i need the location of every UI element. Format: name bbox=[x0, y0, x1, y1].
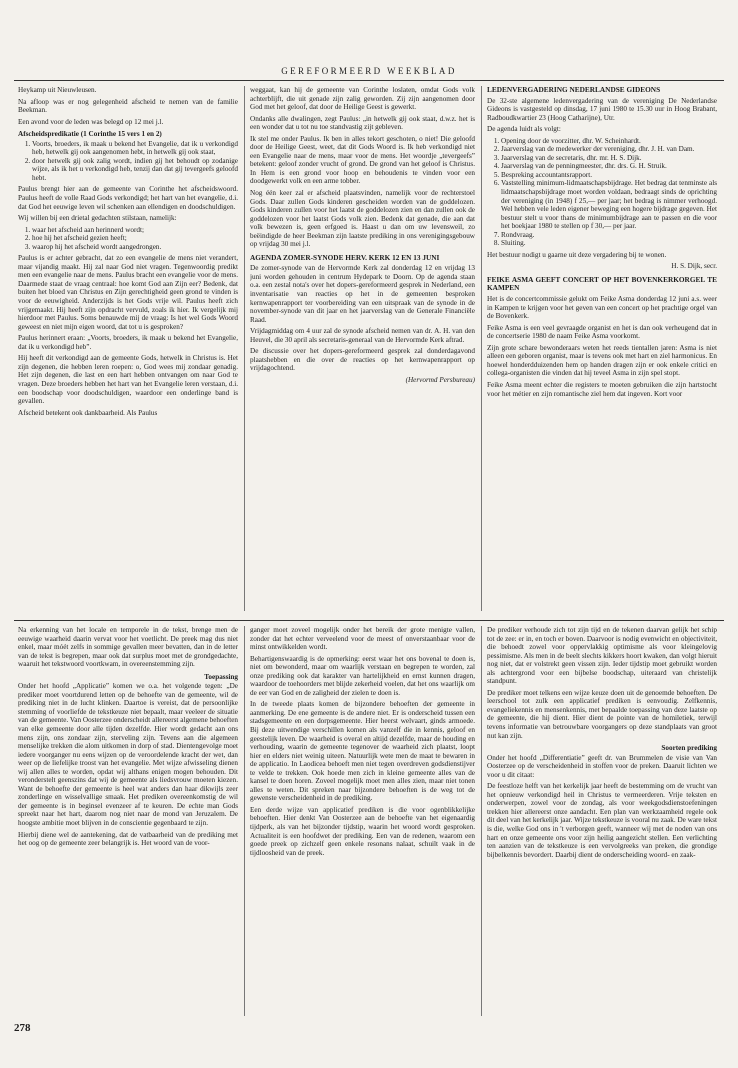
paragraph: Afscheid betekent ook dankbaarheid. Als Paulus bbox=[18, 408, 158, 417]
paragraph: weggaat, kan hij de gemeente van Corinthe loslaten, omdat Gods volk achterblijft, die uit genade zijn zalig geworden. Zij zijn aangenomen door God met het geloof, dat door de Heilige Geest is gewerkt. bbox=[250, 86, 475, 112]
bottom-column-1 bbox=[18, 626, 238, 1018]
paragraph: In de tweede plaats komen de bijzondere behoeften der gemeente in aanmerking. De ene gemeente is de andere niet. Er is onderscheid tussen een stadsgemeente en een dorpsgemeente. Hier heerst welvaart, ginds armoede. Bij deze uitwendige verschillen komen als vanzelf die in kennis, geloof en geestelijk leven. De waarheid is overal en altijd dezelfde, maar de houding en verhouding, waarin de gemeente tegenover de waarheid zich plaatst, loopt hier en elders niet weinig uiteen. Natuurlijk wete men de maat te bewaren in de applicatio. In Laodicea behoeft men niet tegen overdreven godsdienstijver te velde te trekken. Ook hoede men zich in kleine gemeente alles van de kansel te doen horen. Zoveel mogelijk moet men alles zien, maar niet tonen alles te weten. Dit spreken naar bijzondere behoeften is de weg tot de gewenste verscheidenheid in de prediking. bbox=[250, 700, 475, 803]
column-divider bbox=[481, 86, 482, 611]
paragraph: De agenda luidt als volgt: bbox=[487, 125, 561, 134]
bottom-column-2 bbox=[250, 626, 475, 1018]
top-column-1 bbox=[18, 86, 238, 616]
paragraph: Behartigenswaardig is de opmerking: eerst waar het ons bovenal te doen is, niet om bewonderd, maar om waarlijk verstaan en begrepen te worden, zal onze prediking ook dat karakter van hartelijkheid en ernst kunnen dragen, waardoor de toehoorders met blijde zekerheid voelen, dat het ons waarlijk om de eer van God en de zaligheid der zielen te doen is. bbox=[250, 654, 475, 697]
page-number: 278 bbox=[14, 1022, 31, 1034]
paragraph: Feike Asma meent echter die registers te moeten gebruiken die zijn hartstocht voor het métier en zijn romantische ziel hem dat ingeven. Kort voor bbox=[487, 380, 717, 398]
section-subheading: Toepassing bbox=[204, 672, 238, 681]
list-item: 2. door hetwelk gij ook zalig wordt, indien gij het behoudt op zodanige wijze, als ik het u verkondigd heb, tenzij dan dat gij tevergeefs geloofd hebt. bbox=[32, 157, 238, 183]
paragraph: Vrijdagmiddag om 4 uur zal de synode afscheid nemen van dr. A. H. van den Heuvel, die 30 april als secretaris-generaal van de Hervormde Kerk aftrad. bbox=[250, 327, 475, 344]
agenda-item: 1. Opening door de voorzitter, dhr. W. Scheinhardt. bbox=[501, 137, 717, 146]
source-credit: (Hervormd Persbureau) bbox=[405, 375, 475, 384]
intro-line: Na afloop was er nog gelegenheid afscheid te nemen van de familie Beekman. bbox=[18, 97, 238, 115]
paragraph: Ik stel me onder Paulus. Ik ben in alles tekort geschoten, o niet! Die geloofd door de Heilige Geest, weet, dat dit Gods Woord is. Ik heb verkondigd niet een Evangelie naar de mens, maar voor de mens. Het woordje „tevergeefs” betekent: geloof zonder vrucht of grond. De grond van het geloof is Christus. In Hem is een grond voor hoop en behoudenis te vinden voor een doodgewerkt volk en een arme tobber. bbox=[250, 134, 475, 186]
paragraph: Na erkenning van het locale en temporele in de tekst, brenge men de eeuwige waarheid daarin vervat voor het voetlicht. De preek mag dus niet enkel, maar móét zelfs in sommige gevallen meer bevatten, dan in de letter van de tekst is begrepen, maar ook dat surplus moet met de grondgedachte, waaruit het tekstwoord voortkwam, in overeenstemming zijn. bbox=[18, 626, 238, 669]
paragraph: De prediker moet telkens een wijze keuze doen uit de genoemde behoeften. De leerschool tot zulk een applicatief prediken is eenvoudig. Zelfkennis, evangeliekennis en mensenkennis, met bepaalde toepassing van deze laatste op de gemeente, die hij dient. Hier dient de pointe van de homiletiek, terwijl tevens informatie van betrouwbare voorgangers op deze standplaats van groot nut kan zijn. bbox=[487, 688, 717, 740]
article-heading: LEDENVERGADERING NEDERLANDSE GIDEONS bbox=[487, 86, 661, 94]
paragraph: ganger moet zoveel mogelijk onder het bereik der grote menigte vallen, zonder dat het echter verveelend voor de meest of onverstaanbaar voor de minst ontwikkelden wordt. bbox=[250, 626, 475, 652]
signature: H. S. Dijk, secr. bbox=[671, 262, 717, 271]
paragraph: Nog één keer zal er afscheid plaatsvinden, namelijk voor de rechterstoel Gods. Daar zullen Gods kinderen gescheiden worden van de goddelozen. Gods kinderen zullen voor het laatst de goddelozen zien en dan zullen ook de goddelozen voor het laatst Gods volk zien. Bedenk dat genade, die aan dat volk bewezen is, geen erfgoed is. Haast u dan om uw levensweil, zo beëindigde de heer Beekman zijn laatste prediking in ons verenigingsgebouw op vrijdag 30 mei j.l. bbox=[250, 189, 475, 249]
paragraph: Het is de concertcommissie gelukt om Feike Asma donderdag 12 juni a.s. weer in Kampen te krijgen voor het geven van een concert op het prachtige orgel van de Bovenkerk. bbox=[487, 295, 717, 321]
paragraph: De prediker verhoude zich tot zijn tijd en de tekenen daarvan gelijk het schip tot de zee: er in, en toch er boven. Daarvoor is nodig evenwicht en objectiviteit, die behoedt zowel voor oppervlakkig optimisme als voor kleingelovig pessimisme. Als men in de beelt slechts kikkers hoort kwaken, dan volgt hieruit nog niet, dat er volstrekt geen vissen zijn. Ieder tijdstip moet gebruikt worden als achtergrond voor een bijbelse boodschap, uiteraard van christelijk standpunt. bbox=[487, 626, 717, 686]
paragraph: Hij heeft dit verkondigd aan de gemeente Gods, hetwelk in Christus is. Het zijn degenen, die hebben leren roepen: o, God wees mij zondaar genadig. Het zijn degenen, die last en een hart hebben ontvangen om naar God te vragen. Deze broeders hebben het hart van het Evangelie leren verstaan, d.i. een boodschap voor doodschuldigen, waardoor een onderlinge band is gevallen. bbox=[18, 354, 238, 406]
agenda-list bbox=[487, 137, 717, 248]
scripture-list bbox=[18, 140, 238, 183]
list-item: 1. Voorts, broeders, ik maak u bekend het Evangelie, dat ik u verkondigd heb, hetwelk gij ook aangenomen hebt, in hetwelk gij ook staat, bbox=[32, 140, 238, 157]
agenda-item: 2. Jaarverslag van de medewerker der vereniging, dhr. J. H. van Dam. bbox=[501, 145, 717, 154]
column-divider bbox=[244, 86, 245, 611]
list-item: 1. waar het afscheid aan herinnerd wordt; bbox=[32, 226, 238, 235]
agenda-item: 3. Jaarverslag van de secretaris, dhr. mr. H. S. Dijk. bbox=[501, 154, 717, 163]
column-divider bbox=[481, 626, 482, 1016]
paragraph: Paulus brengt hier aan de gemeente van Corinthe het afscheidswoord. Paulus heeft de volle Raad Gods verkondigd; het hart van het evangelie, d.i. dat God het eeuwige leven wil schenken aan ellendigen en doodschuldigen. bbox=[18, 185, 238, 211]
paragraph: De zomer-synode van de Hervormde Kerk zal donderdag 12 en vrijdag 13 juni worden gehouden in centrum Hydepark te Doorn. Op de agenda staan o.a. een zestal nota's over het dopers-gereformeerd gesprek in Nederland, een inventarisatie van reacties op het in de gemeenten besproken kernwapenrapport ter voorbereiding van een uitspraak van de synode in de november-synode van dit jaar en het jaarverslag van de Generale Financiële Raad. bbox=[250, 264, 475, 324]
agenda-item: 6. Vaststelling minimum-lidmaatschapsbijdrage. Het bedrag dat tenminste als lidmaatschapsbijdrage moet worden voldaan, bedraagt sinds de oprichting der vereniging (in 1948) f 25,— per jaar; het bedrag is nimmer verhoogd. Wel hebben vele leden eigener beweging een hogere bijdrage gegeven. Het bestuur stelt u voor thans de minimumbijdrage aan te passen en die voor het boekjaar 1980 te stellen op f 30,— per jaar. bbox=[501, 179, 717, 230]
paragraph: Hierbij diene wel de aantekening, dat de vatbaarheid van de prediking met het oog op de gemeente zeer belangrijk is. Het woord van de voor- bbox=[18, 830, 238, 848]
points-list bbox=[18, 226, 238, 252]
paragraph: Feike Asma is een veel gevraagde organist en het is dan ook verheugend dat in de concertserie 1980 de naam Feike Asma voorkomt. bbox=[487, 323, 717, 341]
section-subheading: Soorten prediking bbox=[661, 744, 717, 753]
paragraph: Paulus herinnert eraan: „Voorts, broeders, ik maak u bekend het Evangelie, dat ik u verkondigd heb”. bbox=[18, 334, 238, 351]
article-heading: FEIKE ASMA GEEFT CONCERT OP HET BOVENKERKORGEL TE KAMPEN bbox=[487, 274, 717, 293]
paragraph: Paulus is er achter gebracht, dat zo een evangelie de mens niet verandert, maar vijandig maakt. Hij zal naar God niet vragen. Tegenwoordig predikt men een evangelie naar de mens. Paulus bracht een evangelie voor de mens. Daarmede staat de vraag centraal: hoe komt God aan Zijn eer? Bedenk, dat buiten het bloed van Christus en Zijn gerechtigheid geen grond te vinden is voor de eeuwigheid. Anderzijds is het Gods vrije wil. Paulus heeft zich vrijgemaakt. Hij heeft zijn opdracht vervuld, zoals ik hier. Ik vergelijk mij hierdoor met Paulus. Soms benauwde mij de vraag: Is het wel Gods Woord geweest en niet mijn eigen woord, dat tot u is gesproken? bbox=[18, 254, 238, 331]
paragraph: Onder het hoofd „Applicatie” komen we o.a. het volgende tegen: „De prediker moet voortdurend letten op de behoefte van de gemeente, wil de prediking niet in de lucht klinken. Daartoe is vereist, dat de persoonlijke stemming of voorliefde de tekstkeuze niet bepaalt, maar veeleer de situatie van de gemeente. Van Oosterzee onderscheidt allereerst algemene behoeften van elke gemeente door alle tijden dezelfde. Hier wordt gedacht aan ons mens zijn, ons zondaar zijn, sterveling zijn. Tevens aan die algemeen menselijke trekken die alom uitkomen in dorp of stad. Dientengevolge moet iedere voorganger nu eens wijzen op de veroordelende kracht der wet, dan weer op de liefelijke troost van het evangelie. Met wijze afwisseling dienen wij allen alles te worden, opdat wij althans enigen mogen behouden. Dit veronderstelt geenszins dat wij de gemeente als liedsvrouw moeten kiezen. Want de behoefte der gemeente is heel wat anders dan haar dikwijls zeer zonderlinge en wisselvallige smaak. Het prediken overeenkomstig de wil der gemeente is in beginsel evenzeer af te keuren. De echte man Gods spreekt naar het hart, daarom nog niet naar de mond van Jeruzalem. De hoogste ambitie moet blijven in de conscientie gegenbaard te zijn. bbox=[18, 682, 238, 828]
list-item: 3. waarop hij het afscheid wordt aangedrongen. bbox=[32, 243, 238, 252]
agenda-item: 8. Sluiting. bbox=[501, 239, 717, 248]
paragraph: Het bestuur nodigt u gaarne uit deze vergadering bij te wonen. bbox=[487, 250, 667, 259]
intro-line: Een avond voor de leden was belegd op 12 mei j.l. bbox=[18, 117, 164, 126]
article-heading: AGENDA ZOMER-SYNODE HERV. KERK 12 EN 13 JUNI bbox=[250, 252, 440, 262]
top-column-3 bbox=[487, 86, 717, 616]
paragraph: De 32-ste algemene ledenvergadering van de vereniging De Nederlandse Gideons is vastgesteld op dinsdag, 17 juni 1980 te 15.30 uur in Hoog Brabant, Radboudkwartier 23 (Hoog Catharijne), Utr. bbox=[487, 96, 717, 122]
page-header: GEREFORMEERD WEEKBLAD bbox=[281, 66, 457, 76]
intro-line: Heykamp uit Nieuwleusen. bbox=[18, 86, 97, 94]
paragraph: Wij willen bij een drietal gedachten stilstaan, namelijk: bbox=[18, 214, 177, 223]
paragraph: Zijn grote schare bewonderaars weten het reeds tientallen jaren: Asma is niet alleen een geboren organist, maar is tevens ook met hart en ziel harmonicus. En hoewel honderdduizenden hem op handen dragen zijn er ook enkele critici en collega-organisten die vinden dat hij teveel Asma in zijn spel stopt. bbox=[487, 343, 717, 378]
agenda-item: 7. Rondvraag. bbox=[501, 231, 717, 240]
list-item: 2. hoe hij het afscheid gezien heeft; bbox=[32, 234, 238, 243]
paragraph: Ondanks alle dwalingen, zegt Paulus: „in hetwelk gij ook staat, d.w.z. het is een wonder dat u tot nu toe standvastig zijt gebleven. bbox=[250, 114, 475, 132]
agenda-item: 4. Jaarverslag van de penningmeester, dhr. drs. G. H. Struik. bbox=[501, 162, 717, 171]
paragraph: Onder het hoofd „Differentiatie” geeft dr. van Brummelen de visie van Van Oosterzee op de verscheidenheid in stoffen voor de preken. Daaruit lichten we voor u dit citaat: bbox=[487, 753, 717, 779]
column-divider bbox=[244, 626, 245, 1016]
paragraph: De discussie over het dopers-gereformeerd gesprek zal donderdagavond plaatshebben en die over de reacties op het kernwapenrapport op vrijdagochtend. bbox=[250, 347, 475, 373]
section-rule bbox=[14, 620, 724, 621]
sermon-subtitle: Afscheidspredikatie (1 Corinthe 15 vers 1 en 2) bbox=[18, 130, 162, 139]
header-rule bbox=[14, 80, 724, 81]
top-column-2 bbox=[250, 86, 475, 616]
bottom-column-3 bbox=[487, 626, 717, 1018]
paragraph: Een derde wijze van applicatief prediken is die voor ogenblikkelijke behoeften. Hier denkt Van Oosterzee aan de behoefte van het eigenaardig tijdperk, als van het bijzonder tijdstip, waarin het woord wordt gesproken. Actualiteit is een hoofdwet der prediking. Een van de redenen, waarom een goede preek op zichzelf geen enkele resonans nalaat, schuilt vaak in de tijdloosheid van de preek. bbox=[250, 805, 475, 857]
paragraph: De feestloze helft van het kerkelijk jaar heeft de bestemming om de vrucht van het opnieuw verkondigd heil in Christus te vermeerderen. Vrije teksten en onderwerpen, zowel voor de zondag, als voor weekgodsdienstoefeningen trekken hier allereerst onze aandacht. Een plan van werkzaamheid regele ook dit deel van het kerkelijk jaar. Wijze tekstkeuze is vooral nu zaak. De ware tekst is die, welke God ons in 't verborgen geeft, wanneer wij met de noden van ons hart en onze gemeente ons voor zijn heilig aangezicht stellen. Een verlichting ten aanzien van de tekstkeuze is een vervolgreeks van preken, die grondige bijbelkennis bevordert. Daarbij dient de onderscheiding woord- en zaak- bbox=[487, 782, 717, 859]
agenda-item: 5. Bespreking accountantsrapport. bbox=[501, 171, 717, 180]
